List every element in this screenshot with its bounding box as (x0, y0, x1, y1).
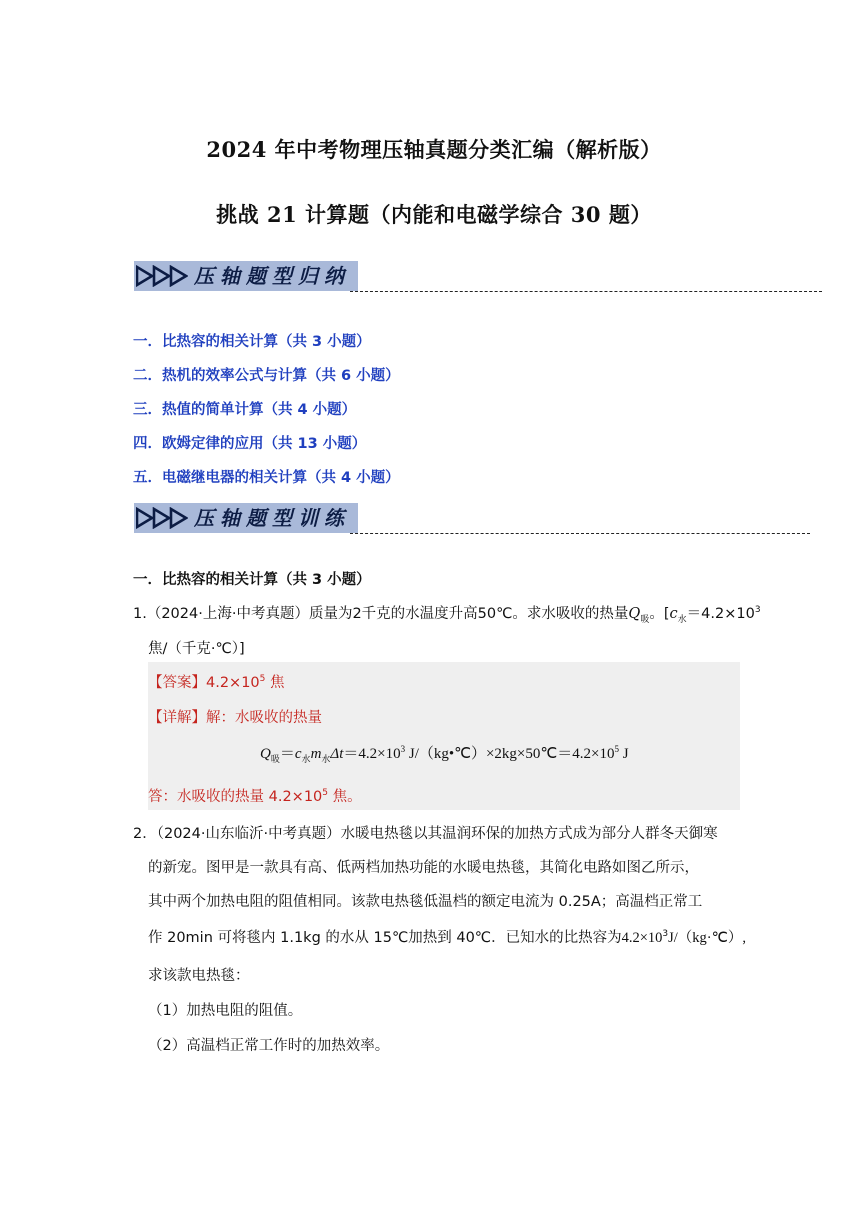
detail-line (148, 706, 322, 727)
question-2-line-1: 2．（2024·山东临沂·中考真题）水暖电热毯以其温润环保的加热方式成为部分人群冬天御寒 (133, 826, 718, 842)
question-2-line-3: 其中两个加热电阻的阻值相同。该款电热毯低温档的额定电流为 0.25A；高温档正常工 (148, 894, 703, 910)
dashed-divider (350, 291, 822, 292)
answer-label: 【答案】 (148, 675, 206, 691)
sub-question-1: （1）加热电阻的阻值。 (148, 1003, 303, 1019)
section-banner-summary (134, 261, 358, 291)
c-value: ＝4.2×10 (686, 606, 755, 622)
formula-q: Q (260, 746, 271, 762)
question-1-line-2: 焦/（千克·℃）] (148, 641, 245, 657)
question-2-line-4 (148, 926, 746, 947)
question-2-line-5: 求该款电热毯： (148, 968, 250, 984)
answer-value: 4.2×10 (206, 675, 260, 691)
c-exponent: 3 (754, 605, 761, 616)
question-text: 作 20min 可将毯内 1.1kg 的水从 15℃加热到 40℃．已知水的比热容为 (148, 930, 622, 946)
formula-m: m (310, 746, 322, 762)
conclusion-line (148, 785, 362, 806)
formula-m-sub: 水 (321, 754, 331, 764)
answer-unit: 焦 (265, 675, 285, 691)
toc-item[interactable]: 二．热机的效率公式与计算（共 6 小题） (133, 368, 400, 384)
formula-c: c (294, 746, 302, 762)
q-subscript: 吸 (640, 614, 650, 625)
c-subscript: 水 (677, 614, 687, 625)
sub-question-2: （2）高温档正常工作时的加热效率。 (148, 1038, 390, 1054)
detail-label: 【详解】 (148, 710, 206, 726)
formula-eq: ＝ (279, 746, 295, 762)
detail-text: 解：水吸收的热量 (206, 710, 322, 726)
section-heading: 一．比热容的相关计算（共 3 小题） (133, 572, 371, 588)
question-text: 1.（2024·上海·中考真题）质量为2千克的水温度升高50℃。求水吸收的热量 (133, 606, 629, 622)
formula-exp: 5 (614, 744, 619, 754)
question-text: 。[ (649, 606, 670, 622)
conclusion-unit: 焦。 (328, 789, 362, 805)
toc-item[interactable]: 四．欧姆定律的应用（共 13 小题） (133, 436, 367, 452)
document-title: 2024 年中考物理压轴真题分类汇编（解析版） (206, 137, 662, 162)
answer-line (148, 671, 285, 692)
document-subtitle: 挑战 21 计算题（内能和电磁学综合 30 题） (216, 202, 652, 227)
formula-rhs: J/（kg•℃）×2kg×50℃＝4.2×10 (405, 746, 615, 762)
triple-arrow-icon (134, 261, 190, 291)
specific-heat-unit: J/（kg·℃）, (668, 930, 747, 946)
triple-arrow-icon (134, 503, 190, 533)
question-1-line-1 (133, 602, 761, 625)
section-banner-training (134, 503, 358, 533)
c-symbol: c (669, 606, 678, 622)
formula-line (260, 742, 629, 765)
question-2-line-2: 的新宠。图甲是一款具有高、低两档加热功能的水暖电热毯，其简化电路如图乙所示， (148, 860, 699, 876)
q-symbol: Q (628, 606, 641, 622)
answer-exponent: 5 (259, 674, 266, 685)
conclusion-exponent: 5 (322, 788, 329, 799)
specific-heat-exponent: 3 (662, 929, 669, 940)
banner-label: 压轴题型归纳 (190, 261, 358, 291)
toc-item[interactable]: 一．比热容的相关计算（共 3 小题） (133, 334, 371, 350)
specific-heat-value: 4.2×10 (621, 930, 663, 946)
dashed-divider (350, 533, 810, 534)
conclusion-text: 答：水吸收的热量 4.2×10 (148, 789, 323, 805)
formula-exp: 3 (400, 744, 406, 754)
formula-rhs: J (618, 746, 629, 762)
formula-dt: Δt (330, 746, 344, 762)
toc-item[interactable]: 五．电磁继电器的相关计算（共 4 小题） (133, 470, 400, 486)
banner-label: 压轴题型训练 (190, 503, 358, 533)
formula-c-sub: 水 (301, 754, 311, 764)
toc-item[interactable]: 三．热值的简单计算（共 4 小题） (133, 402, 357, 418)
formula-rhs: ＝4.2×10 (343, 746, 401, 762)
formula-q-sub: 吸 (270, 754, 280, 764)
